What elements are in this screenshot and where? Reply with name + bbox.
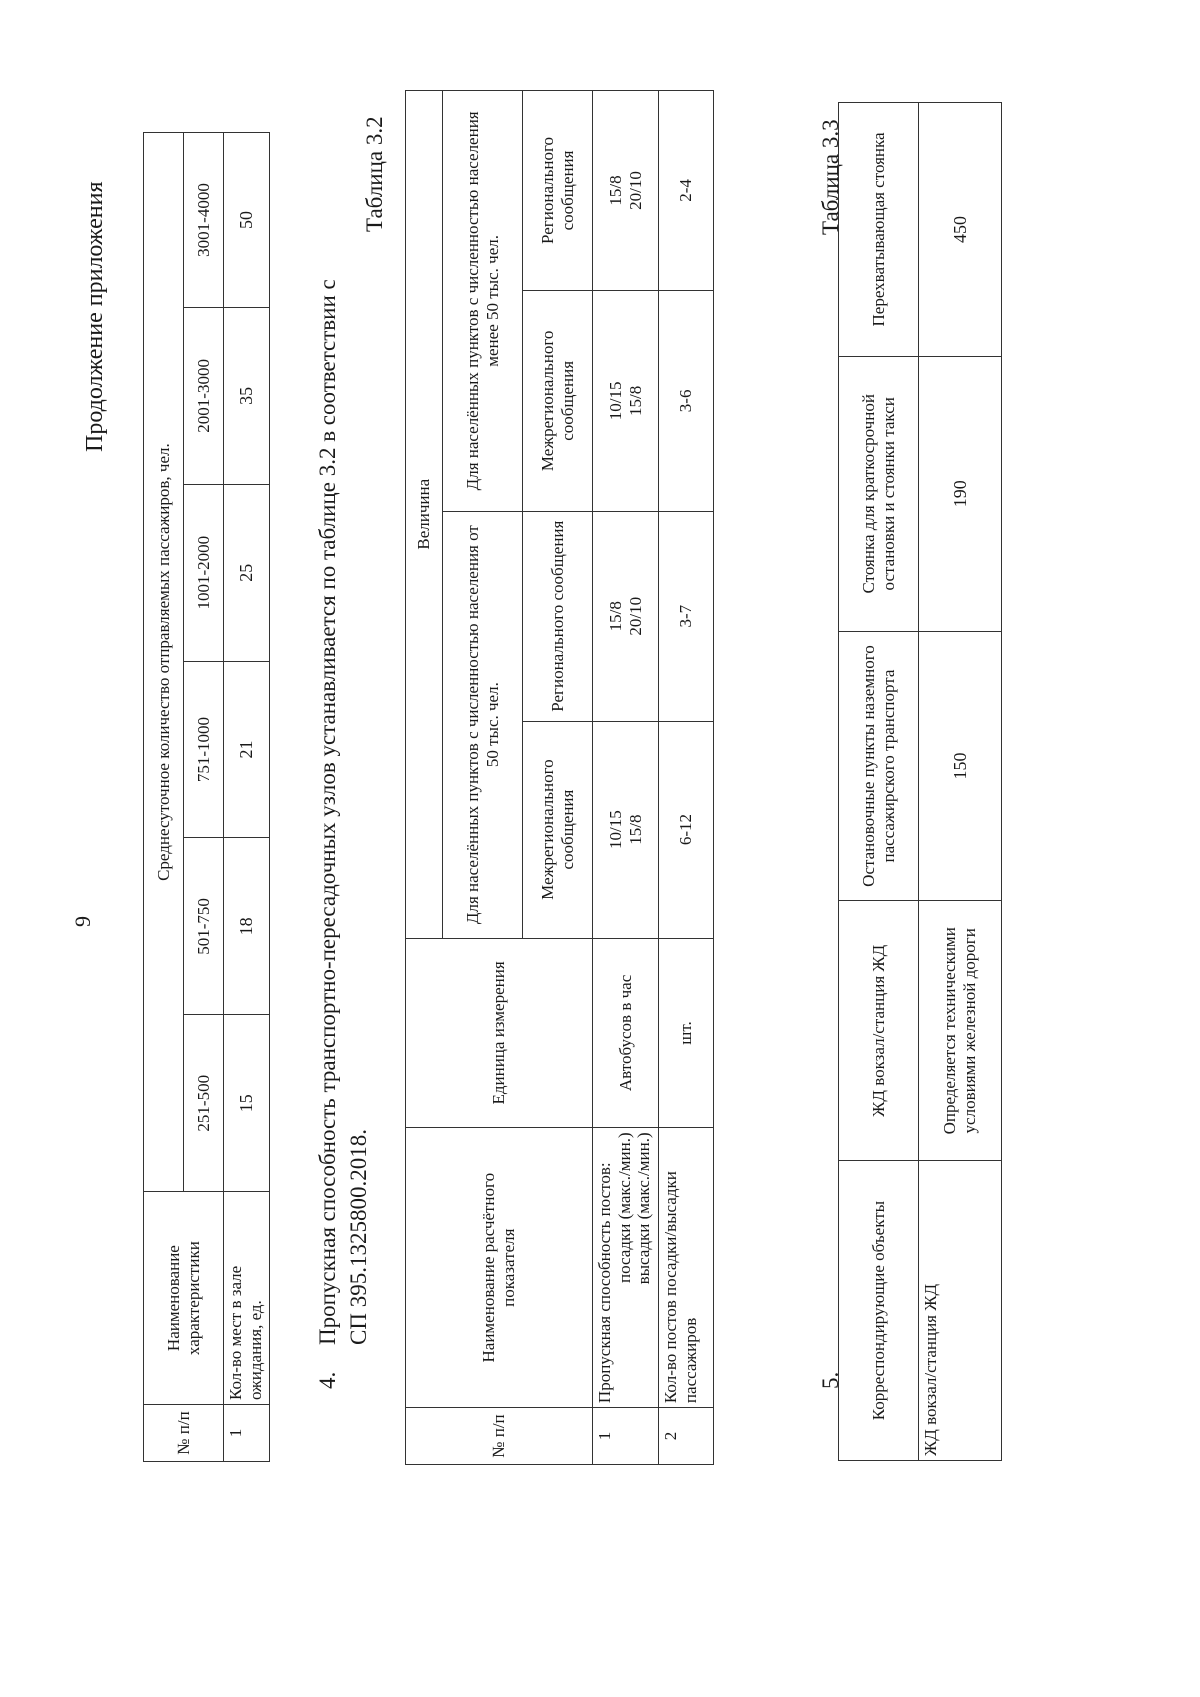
row-unit: Автобусов в час (593, 938, 659, 1128)
para4-number: 4. (315, 1371, 340, 1389)
table-cell (593, 91, 659, 291)
col-inter-header: Межрегионального сообщения (523, 290, 593, 511)
col-inter-header: Межрегионального сообщения (523, 721, 593, 938)
table-cell: Определяется техническими условиями железной дороги (919, 901, 1002, 1161)
table-cell: 450 (919, 103, 1002, 357)
table-cell: 3-7 (659, 511, 714, 721)
range-header: 3001-4000 (184, 133, 224, 308)
row-name-line: высадки (макс./мин.) (634, 1132, 654, 1285)
cell-line: 15/8 (605, 601, 625, 632)
subgroup-header: Для населённых пунктов с численностью населения от 50 тыс. чел. (443, 511, 523, 938)
row-no: 1 (593, 1408, 659, 1465)
col-reg-header: Регионального сообщения (523, 91, 593, 291)
row-name-line: посадки (макс./мин.) (614, 1132, 634, 1283)
col-header: Корреспондирующие объекты (839, 1161, 919, 1461)
table-waiting-hall (143, 132, 270, 1462)
table-cell: 2-4 (659, 91, 714, 291)
cell-line: 15/8 (625, 814, 645, 845)
table-cell (593, 721, 659, 938)
cell-line: 15/8 (625, 385, 645, 416)
col-header: ЖД вокзал/станция ЖД (839, 901, 919, 1161)
cell-line: 20/10 (625, 596, 645, 636)
table-cell: 21 (224, 661, 270, 838)
table-cell: ЖД вокзал/станция ЖД (919, 1161, 1002, 1461)
cell-line: 10/15 (605, 381, 625, 421)
table-cell: 18 (224, 838, 270, 1015)
page-number: 9 (70, 916, 95, 927)
col-unit-header: Единица измерения (406, 938, 593, 1128)
table-cell: 50 (224, 133, 270, 308)
table2-caption: Таблица 3.2 (362, 116, 387, 232)
row-no: 2 (659, 1408, 714, 1465)
subgroup-header: Для населённых пунктов с численностью населения менее 50 тыс. чел. (443, 91, 523, 512)
table-cell: 35 (224, 307, 270, 484)
col-header: Стоянка для краткосрочной остановки и стоянки такси (839, 356, 919, 631)
col-no-header: № п/п (144, 1405, 224, 1462)
para4-line2: СП 395.1325800.2018. (346, 1129, 371, 1345)
table-cell (593, 290, 659, 511)
table-cell: 6-12 (659, 721, 714, 938)
table-cell (593, 511, 659, 721)
group-header: Среднесуточное количество отправляемых пассажиров, чел. (144, 133, 184, 1192)
range-header: 751-1000 (184, 661, 224, 838)
table-capacity (405, 90, 714, 1465)
col-reg-header: Регионального сообщения (523, 511, 593, 721)
table-cell: 15 (224, 1015, 270, 1192)
table-cell: 25 (224, 484, 270, 661)
col-no-header: № п/п (406, 1408, 593, 1465)
para5-number: 5. (818, 1371, 843, 1389)
continuation-header: Продолжение приложения (82, 181, 108, 452)
range-header: 251-500 (184, 1015, 224, 1192)
table3-caption: Таблица 3.3 (818, 119, 843, 235)
cell-line: 10/15 (605, 810, 625, 849)
range-header: 2001-3000 (184, 307, 224, 484)
table-cell: 3-6 (659, 290, 714, 511)
col-header: Остановочные пункты наземного пассажирского транспорта (839, 631, 919, 901)
group-header: Величина (406, 91, 443, 939)
row-no: 1 (224, 1405, 270, 1462)
row-name: Кол-во постов посадки/высадки пассажиров (659, 1128, 714, 1408)
row-unit: шт. (659, 938, 714, 1128)
range-header: 1001-2000 (184, 484, 224, 661)
table-cell: 190 (919, 356, 1002, 631)
cell-line: 15/8 (605, 175, 625, 206)
row-name: Кол-во мест в зале ожидания, ед. (224, 1192, 270, 1405)
row-name-line: Пропускная способность постов: (595, 1162, 614, 1404)
row-name (593, 1128, 659, 1408)
para4-line1: Пропускная способность транспортно-пересадочных узлов устанавливается по таблице 3.2 в соответствии с (315, 279, 340, 1345)
table-cell: 150 (919, 631, 1002, 901)
range-header: 501-750 (184, 838, 224, 1015)
cell-line: 20/10 (625, 171, 645, 210)
col-header: Перехватывающая стоянка (839, 103, 919, 357)
col-name-header: Наименование расчётного показателя (406, 1128, 593, 1408)
col-name-header: Наименование характеристики (144, 1192, 224, 1405)
table-correspondence (838, 102, 1002, 1461)
